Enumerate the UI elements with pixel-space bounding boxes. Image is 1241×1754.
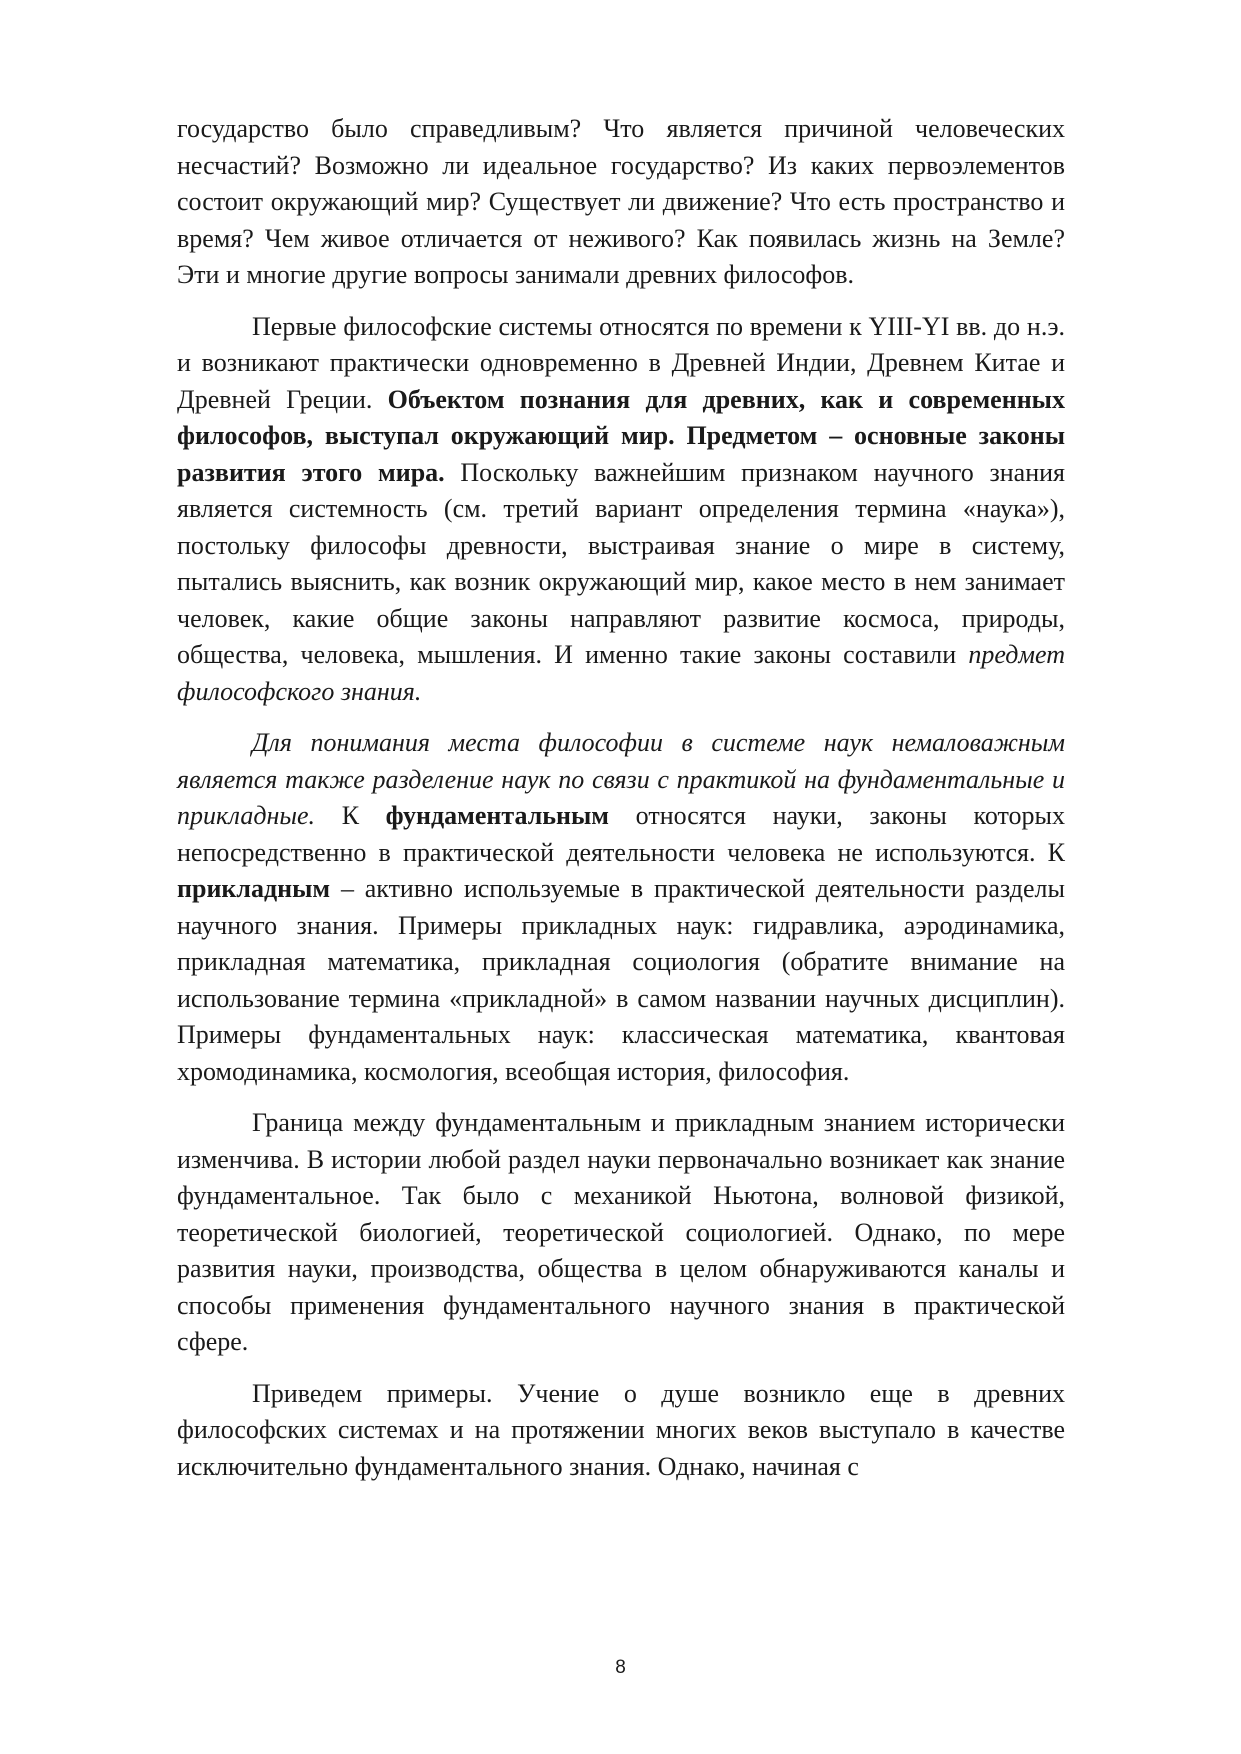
italic-text-run: предмет философского знания. [177,640,1065,706]
text-run: Первые философские системы относятся по времени к YIII-YI вв. до н.э. и возникают практически одновременно в Древней Индии, Древнем Китае и Древней Греции. [177,311,1065,414]
paragraph-3 [177,725,1065,1090]
text-run: – активно используемые в практической деятельности разделы научного знания. Примеры прикладных наук: гидравлика, аэродинамика, прикладная математика, прикладная социология (обратите внимание на использование термина «прикладной» в самом названии научных дисциплин). Примеры фундаментальных наук: классическая математика, квантовая хромодинамика, космология, всеобщая история, философия. [177,874,1065,1086]
paragraph-2 [177,309,1065,711]
page-number: 8 [615,1657,626,1678]
paragraph-5 [177,1376,1065,1486]
bold-text-run: прикладным [177,874,331,903]
body-text [177,111,1065,1500]
bold-text-run: фундаментальным [385,801,610,830]
text-run: относятся науки, законы которых непосредственно в практической деятельности человека не используются. К [177,801,1065,867]
text-run: Поскольку важнейшим признаком научного знания является системность (см. третий вариант определения термина «наука»), постольку философы древности, выстраивая знание о мире в систему, пытались выяснить, как возник окружающий мир, какое место в нем занимает человек, какие общие законы направляют развитие космоса, природы, общества, человека, мышления. И именно такие законы составили [177,457,1065,669]
paragraph-4 [177,1105,1065,1361]
italic-text-run: Для понимания места философии в системе наук немаловажным является также разделение наук по связи с практикой на фундаментальные и прикладные. [177,728,1065,830]
text-run: Граница между фундаментальным и прикладным знанием исторически изменчива. В истории любой раздел науки первоначально возникает как знание фундаментальное. Так было с механикой Ньютона, волновой физикой, теоретической биологией, теоретической социологией. Однако, по мере развития науки, производства, общества в целом обнаруживаются каналы и способы применения фундаментального научного знания в практической сфере. [177,1108,1065,1356]
paragraph-1 [177,111,1065,294]
bold-text-run: Объектом познания для древних, как и современных философов, выступал окружающий мир. Предметом – основные законы развития этого мира. [177,384,1065,487]
text-run: Приведем примеры. Учение о душе возникло еще в древних философских системах и на протяжении многих веков выступало в качестве исключительно фундаментального знания. Однако, начиная с [177,1378,1065,1481]
text-run: К [315,801,386,830]
text-run: государство было справедливым? Что является причиной человеческих несчастий? Возможно ли идеальное государство? Из каких первоэлементов состоит окружающий мир? Существует ли движение? Что есть пространство и время? Чем живое отличается от неживого? Как появилась жизнь на Земле? Эти и многие другие вопросы занимали древних философов. [177,114,1065,289]
